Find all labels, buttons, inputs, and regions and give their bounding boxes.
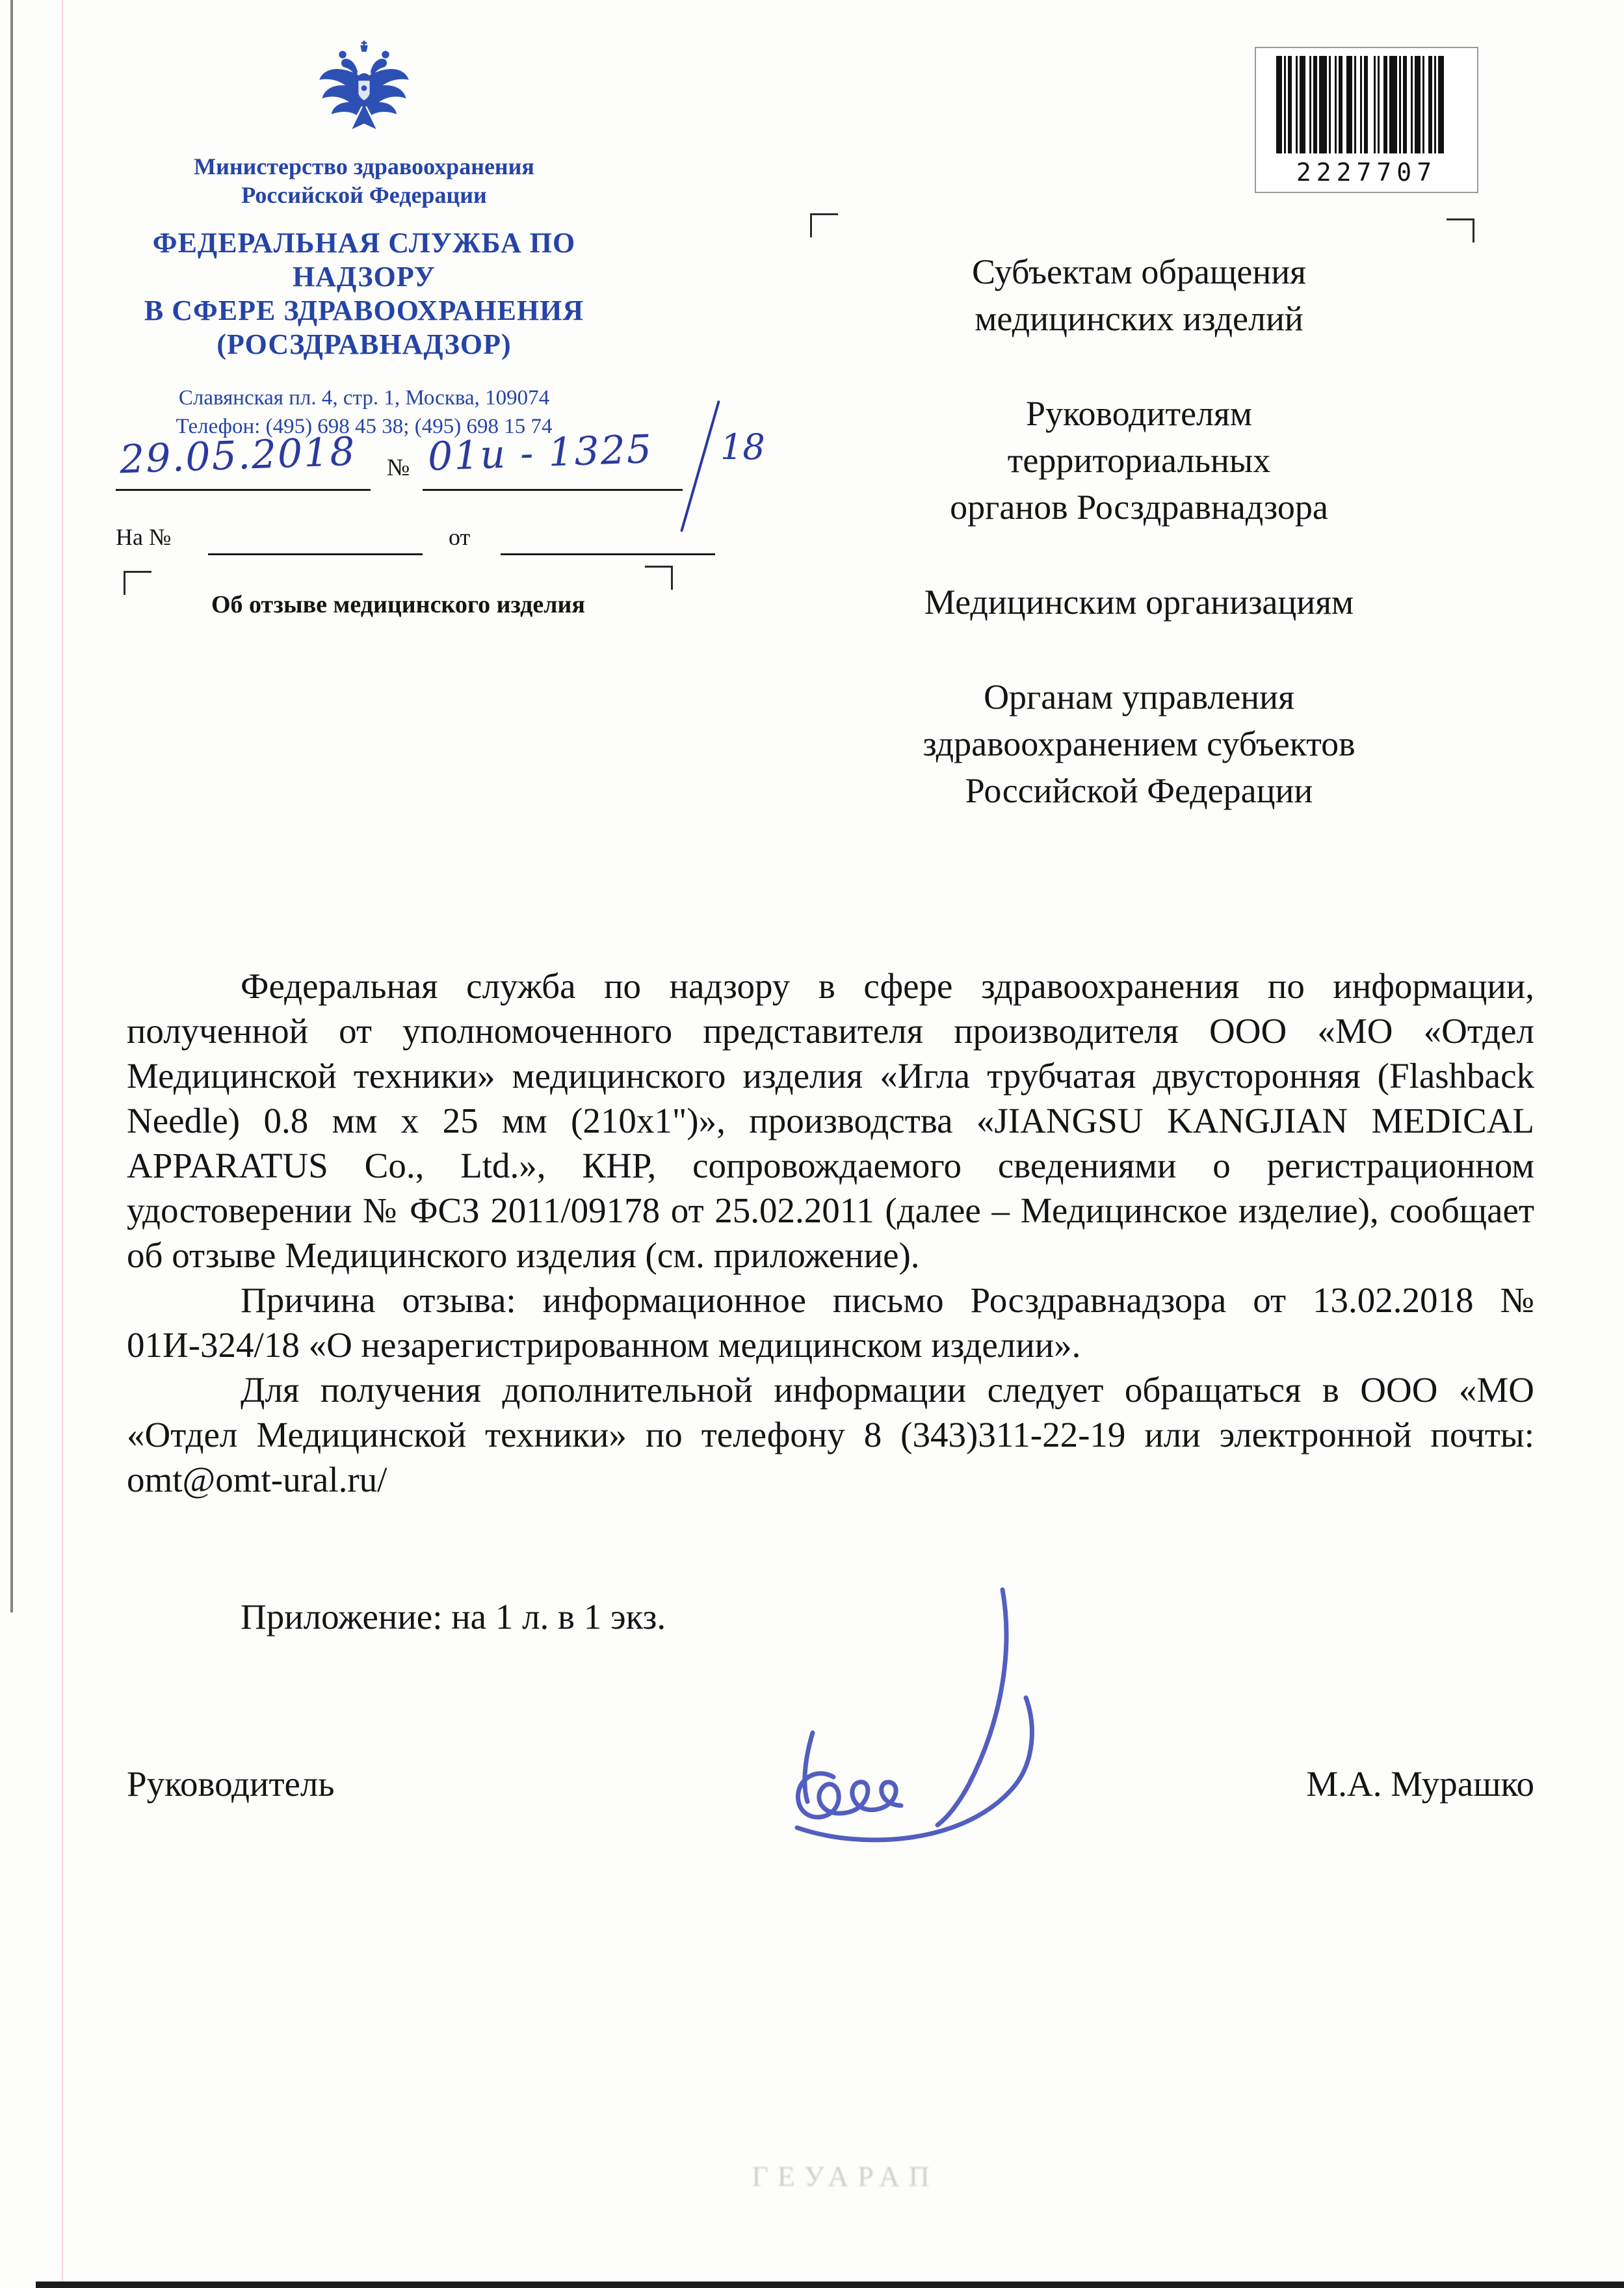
phone-line: Телефон: (495) 698 45 38; (495) 698 15 74	[176, 415, 553, 438]
recipient-group	[814, 248, 1464, 342]
recipient-line: Органам управления	[984, 677, 1294, 717]
recipient-line: территориальных	[1007, 441, 1271, 480]
recipient-line: Руководителям	[1026, 394, 1252, 433]
incoming-date-underline	[501, 553, 715, 555]
recipient-group	[814, 390, 1464, 531]
service-line-3: (РОСЗДРАВНАДЗОР)	[216, 328, 512, 360]
signer-title: Руководитель	[127, 1764, 335, 1804]
outgoing-reference-row	[111, 416, 765, 520]
attachment-line: Приложение: на 1 л. в 1 экз.	[241, 1597, 666, 1637]
scan-edge-line	[10, 0, 13, 1612]
signature-icon	[774, 1570, 1112, 1876]
barcode-bars-icon	[1272, 56, 1461, 153]
na-no-label: На №	[116, 524, 172, 550]
number-underline	[423, 489, 683, 491]
corner-mark-icon	[124, 571, 151, 595]
service-line-2: В СФЕРЕ ЗДРАВООХРАНЕНИЯ	[144, 295, 584, 326]
recipient-group	[814, 579, 1464, 625]
handwritten-slash	[680, 401, 720, 533]
date-underline	[116, 489, 371, 491]
body-paragraph: Федеральная служба по надзору в сфере здравоохранения по информации, полученной от уполномоченного представителя производителя ООО «МО «Отдел Медицинской техники» медицинского изделия «Игла трубчатая двусторонняя (Flashback Needle) 0.8 мм х 25 мм (210х1")», производства «JIANGSU KANGJIAN MEDICAL APPARATUS Co., Ltd.», КНР, сопровождаемого сведениями о регистрационном удостоверении № ФСЗ 2011/09178 от 25.02.2011 (далее – Медицинское изделие), сообщает об отзыве Медицинского изделия (см. приложение).	[127, 966, 1534, 1275]
coat-of-arms-icon	[308, 38, 420, 140]
scan-bottom-edge	[36, 2281, 1624, 2288]
letter-body	[127, 964, 1534, 1502]
recipient-line: медицинских изделий	[975, 299, 1303, 338]
subject-line: Об отзыве медицинского изделия	[211, 591, 585, 618]
incoming-reference-row	[111, 523, 748, 569]
handwritten-number: 01и - 1325	[426, 426, 654, 480]
recipient-line: Российской Федерации	[965, 771, 1313, 810]
recipient-line: Субъектам обращения	[971, 252, 1307, 291]
subject-zone	[124, 566, 673, 644]
recipient-group	[814, 674, 1464, 814]
incoming-number-underline	[208, 553, 423, 555]
signer-name: М.А. Мурашко	[1306, 1764, 1534, 1804]
barcode	[1255, 47, 1478, 193]
handwritten-year: 18	[720, 427, 765, 467]
letterhead	[78, 38, 650, 441]
bleed-through-text: ГЕУАРАП	[752, 2161, 939, 2192]
recipient-line: здравоохранением субъектов	[923, 724, 1356, 763]
corner-mark-icon	[810, 213, 838, 237]
margin-line	[62, 0, 63, 2288]
recipients-block	[814, 213, 1464, 862]
corner-mark-icon	[645, 566, 673, 590]
number-sign: №	[387, 454, 410, 481]
ot-label: от	[449, 524, 471, 550]
signature-row	[127, 1763, 1534, 1804]
address-line: Славянская пл. 4, стр. 1, Москва, 109074	[178, 386, 550, 410]
recipient-line: органов Росздравнадзора	[950, 488, 1328, 527]
ministry-line-1: Министерство здравоохранения	[194, 153, 534, 179]
corner-mark-icon	[1447, 218, 1474, 243]
ministry-line-2: Российской Федерации	[241, 182, 487, 208]
body-paragraph: Для получения дополнительной информации следует обращаться в ООО «МО «Отдел Медицинской техники» по телефону 8 (343)311-22-19 или электронной почты: omt@omt-ural.ru/	[127, 1370, 1534, 1499]
recipient-line: Медицинским организациям	[924, 583, 1354, 622]
handwritten-date: 29.05.2018	[118, 428, 357, 483]
service-line-1: ФЕДЕРАЛЬНАЯ СЛУЖБА ПО НАДЗОРУ	[152, 227, 576, 293]
body-paragraph: Причина отзыва: информационное письмо Росздравнадзора от 13.02.2018 № 01И-324/18 «О незарегистрированном медицинском изделии».	[127, 1280, 1534, 1365]
barcode-number: 2227707	[1296, 158, 1437, 187]
